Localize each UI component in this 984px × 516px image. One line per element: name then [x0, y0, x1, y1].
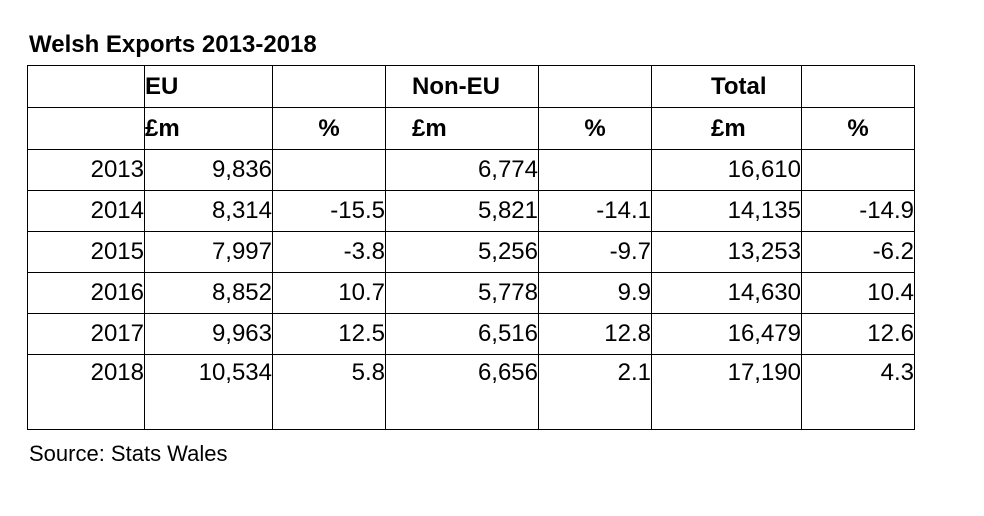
non-eu-pct-cell: 2.1 — [539, 355, 652, 430]
header-row-units — [28, 108, 915, 150]
year-cell: 2018 — [28, 355, 145, 430]
eu-pct-cell: -3.8 — [273, 232, 386, 273]
non-eu-value-cell: 5,778 — [386, 273, 539, 314]
eu-pct-cell: 12.5 — [273, 314, 386, 355]
non-eu-pct-cell — [539, 150, 652, 191]
unit-eu-pct: % — [273, 108, 386, 150]
non-eu-value-cell: 6,774 — [386, 150, 539, 191]
total-value-cell: 13,253 — [652, 232, 802, 273]
total-pct-cell: 4.3 — [802, 355, 915, 430]
total-value-cell: 14,630 — [652, 273, 802, 314]
unit-eu-money: £m — [145, 108, 273, 150]
header-total: Total — [652, 66, 802, 108]
eu-value-cell: 7,997 — [145, 232, 273, 273]
non-eu-value-cell: 5,256 — [386, 232, 539, 273]
year-cell: 2016 — [28, 273, 145, 314]
exports-table — [27, 65, 915, 430]
table-row — [28, 355, 915, 430]
total-pct-cell: 10.4 — [802, 273, 915, 314]
non-eu-pct-cell: 9.9 — [539, 273, 652, 314]
header-empty-cell — [539, 66, 652, 108]
total-value-cell: 14,135 — [652, 191, 802, 232]
year-cell: 2014 — [28, 191, 145, 232]
table-title: Welsh Exports 2013-2018 — [29, 31, 317, 58]
eu-value-cell: 9,963 — [145, 314, 273, 355]
non-eu-value-cell: 6,516 — [386, 314, 539, 355]
eu-value-cell: 8,314 — [145, 191, 273, 232]
header-non-eu: Non-EU — [386, 66, 539, 108]
total-value-cell: 16,610 — [652, 150, 802, 191]
total-pct-cell — [802, 150, 915, 191]
table-row — [28, 232, 915, 273]
total-pct-cell: -6.2 — [802, 232, 915, 273]
header-eu: EU — [145, 66, 273, 108]
unit-total-pct: % — [802, 108, 915, 150]
header-empty-cell — [28, 108, 145, 150]
eu-value-cell: 8,852 — [145, 273, 273, 314]
eu-value-cell: 10,534 — [145, 355, 273, 430]
table-row — [28, 150, 915, 191]
eu-pct-cell: 10.7 — [273, 273, 386, 314]
table-row — [28, 191, 915, 232]
table-row — [28, 314, 915, 355]
unit-non-eu-pct: % — [539, 108, 652, 150]
total-pct-cell: 12.6 — [802, 314, 915, 355]
header-empty-cell — [802, 66, 915, 108]
total-value-cell: 16,479 — [652, 314, 802, 355]
total-pct-cell: -14.9 — [802, 191, 915, 232]
total-value-cell: 17,190 — [652, 355, 802, 430]
unit-total-money: £m — [652, 108, 802, 150]
non-eu-pct-cell: 12.8 — [539, 314, 652, 355]
non-eu-pct-cell: -9.7 — [539, 232, 652, 273]
non-eu-pct-cell: -14.1 — [539, 191, 652, 232]
header-empty-cell — [273, 66, 386, 108]
table-row — [28, 273, 915, 314]
non-eu-value-cell: 6,656 — [386, 355, 539, 430]
unit-non-eu-money: £m — [386, 108, 539, 150]
year-cell: 2017 — [28, 314, 145, 355]
year-cell: 2013 — [28, 150, 145, 191]
year-cell: 2015 — [28, 232, 145, 273]
source-note: Source: Stats Wales — [29, 441, 228, 466]
eu-value-cell: 9,836 — [145, 150, 273, 191]
header-empty-cell — [28, 66, 145, 108]
non-eu-value-cell: 5,821 — [386, 191, 539, 232]
eu-pct-cell — [273, 150, 386, 191]
eu-pct-cell: -15.5 — [273, 191, 386, 232]
eu-pct-cell: 5.8 — [273, 355, 386, 430]
header-row-groups — [28, 66, 915, 108]
